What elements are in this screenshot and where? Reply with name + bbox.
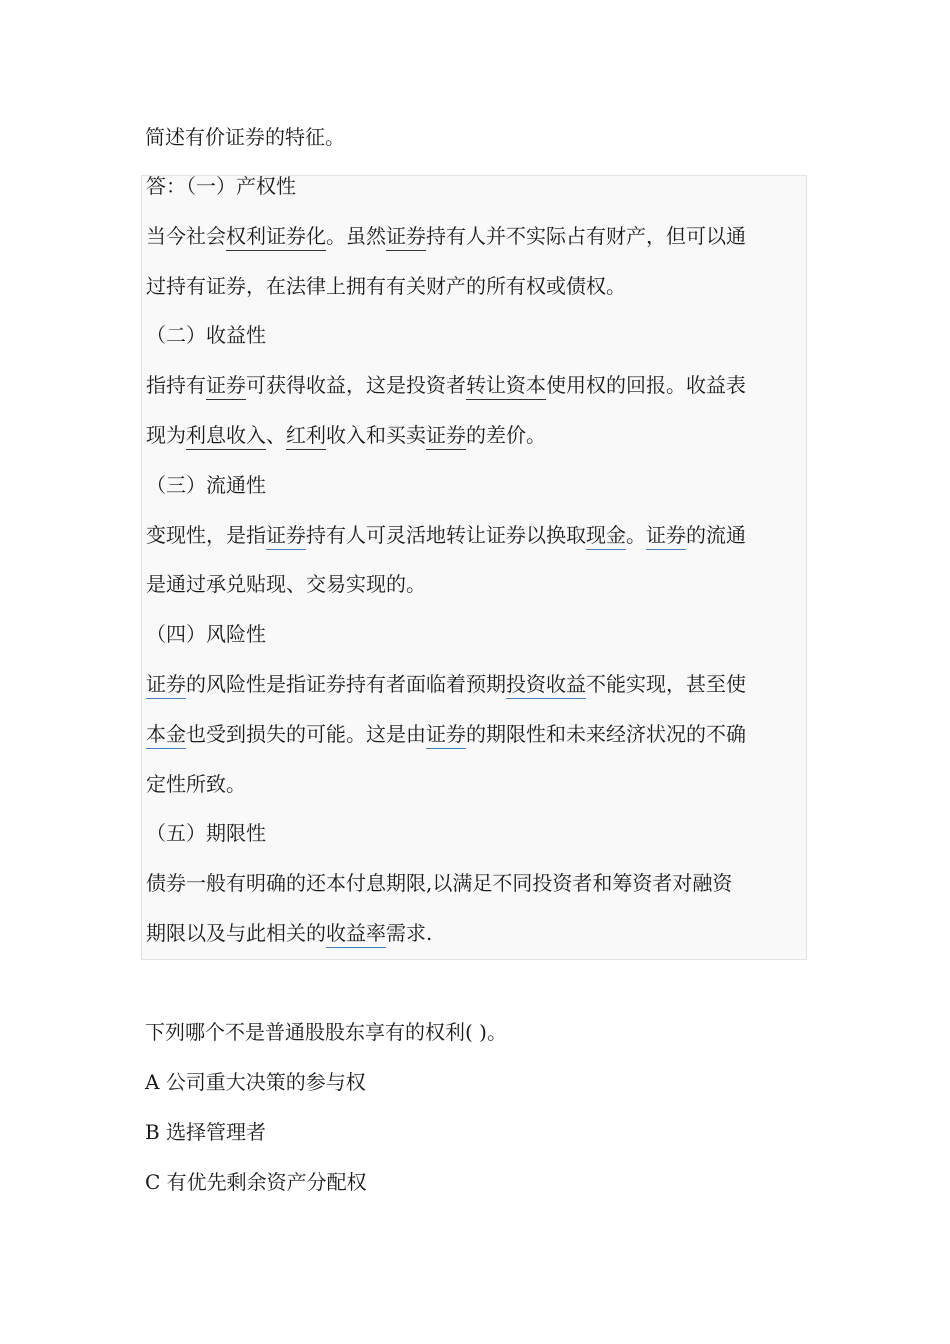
linked-term[interactable]: 本金 [146,721,186,746]
answer-text-line [146,918,811,948]
text-segment: 收入和买卖 [326,423,426,447]
question-1-title: 简述有价证券的特征。 [145,125,345,149]
text-segment: 是通过承兑贴现、交易实现的。 [146,572,426,597]
text-segment: 指持有 [146,373,206,398]
section-heading-text: （一）产权性 [186,174,296,198]
option-text: 选择管理者 [166,1120,267,1144]
text-segment: 不能实现，甚至使 [586,672,746,696]
text-segment: 。虽然 [326,223,386,248]
text-segment: 的差价。 [466,423,546,447]
underlined-term[interactable]: 转让资本 [466,373,546,398]
text-segment: 也受到损失的可能。这是由 [186,721,426,746]
option-c[interactable] [145,1167,367,1197]
text-segment: 需求. [386,921,433,945]
answer-section-heading [146,619,811,649]
text-segment: 持有人并不实际占有财产，但可以通 [426,223,746,248]
answer-section-heading [146,818,811,848]
answer-text-line [146,271,811,301]
text-segment: 定性所致。 [146,771,246,796]
text-segment: 可获得收益，这是投资者 [246,373,466,398]
answer-text-line [146,769,811,799]
linked-term[interactable]: 证券 [426,721,466,746]
option-b[interactable] [145,1117,266,1147]
answer-text-line [146,868,811,898]
option-letter: A [145,1070,160,1094]
answer-text-line [146,370,811,400]
section-heading-text: （四）风险性 [146,622,266,647]
option-text: 公司重大决策的参与权 [165,1070,366,1094]
question-2-title: 下列哪个不是普通股股东享有的权利( )。 [145,1020,507,1044]
answer-text-line [146,520,811,550]
text-segment: 使用权的回报。收益表 [546,373,746,398]
section-heading-text: （三）流通性 [146,472,266,497]
text-segment: 当今社会 [146,223,226,248]
answer-text-line [146,719,811,749]
underlined-term[interactable]: 利息收入 [186,423,266,447]
text-segment: 的风险性是指证券持有者面临着预期 [186,672,506,696]
underlined-term[interactable]: 权利证券化 [226,223,326,248]
answer-text-line [146,221,811,251]
linked-term[interactable]: 证券 [146,672,186,696]
text-segment: 、 [266,423,286,447]
text-segment: 过持有证券，在法律上拥有有关财产的所有权或债权。 [146,273,626,298]
linked-term[interactable]: 现金 [586,522,626,547]
section-heading-text: （二）收益性 [146,323,266,348]
text-segment: 债券一般有明确的还本付息期限,以满足不同投资者和筹资者对融资 [146,871,733,896]
option-a[interactable] [145,1067,366,1097]
underlined-term[interactable]: 证券 [426,423,466,447]
option-letter: B [145,1120,160,1144]
answer-text-line [146,420,811,450]
option-text: 有优先剩余资产分配权 [166,1170,367,1194]
section-heading-text: （五）期限性 [146,821,266,846]
underlined-term[interactable]: 证券 [206,373,246,398]
text-segment: 。 [626,522,646,547]
answer-prefix: 答： [146,174,186,198]
answer-box [141,175,807,960]
linked-term[interactable]: 证券 [266,522,306,547]
answer-text-line [146,569,811,599]
text-segment: 变现性，是指 [146,522,266,547]
text-segment: 持有人可灵活地转让证券以换取 [306,522,586,547]
text-segment: 的期限性和未来经济状况的不确 [466,721,746,746]
underlined-term[interactable]: 红利 [286,423,326,447]
linked-term[interactable]: 投资收益 [506,672,586,696]
text-segment: 的流通 [686,522,746,547]
linked-term[interactable]: 证券 [646,522,686,547]
answer-section-heading [146,320,811,350]
linked-term[interactable]: 收益率 [326,921,386,945]
text-segment: 现为 [146,423,186,447]
answer-section-heading [146,171,811,201]
answer-section-heading [146,470,811,500]
answer-text-line [146,669,811,699]
underlined-term[interactable]: 证券 [386,223,426,248]
text-segment: 期限以及与此相关的 [146,921,326,945]
option-letter: C [145,1170,161,1194]
